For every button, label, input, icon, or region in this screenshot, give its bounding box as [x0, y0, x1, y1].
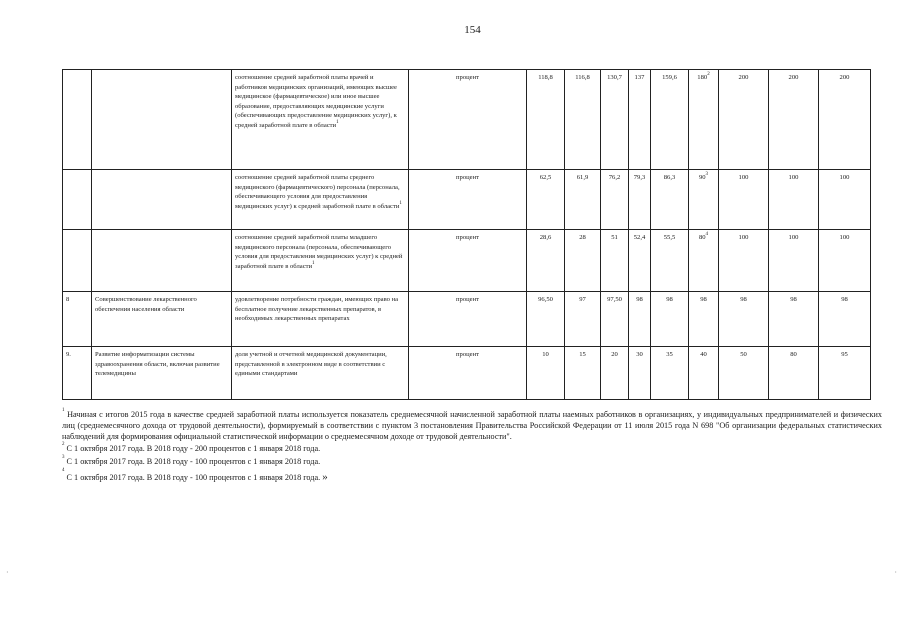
table-row — [63, 70, 871, 170]
value-cell — [819, 347, 871, 400]
value-cell — [819, 170, 871, 230]
value-cell — [769, 230, 819, 292]
value-text: 90 — [698, 174, 706, 181]
value-text: 98 — [700, 296, 707, 303]
indicator-text: удовлетворение потребности граждан, имеющих право на бесплатное получение лекарственных препаратов, в необходимых лекарственных препаратах — [235, 296, 399, 323]
closing-quote-mark: » — [322, 471, 328, 484]
value-cell — [527, 170, 565, 230]
value-cell — [769, 347, 819, 400]
table-row — [63, 230, 871, 292]
value-cell — [629, 70, 651, 170]
value-text: 130,7 — [607, 74, 622, 81]
value-text: 100 — [738, 234, 749, 241]
task-cell — [92, 230, 232, 292]
value-cell — [689, 170, 719, 230]
unit-cell: процент — [409, 70, 527, 170]
value-cell — [629, 347, 651, 400]
value-cell — [819, 292, 871, 347]
value-text: 55,5 — [663, 234, 676, 241]
value-cell — [565, 70, 601, 170]
value-text: 118,8 — [538, 74, 553, 81]
value-text: 80 — [698, 234, 706, 241]
value-cell — [689, 230, 719, 292]
footnote — [62, 410, 882, 442]
value-text: 98 — [790, 296, 797, 303]
value-cell — [651, 70, 689, 170]
value-text: 200 — [788, 74, 799, 81]
value-cell — [651, 170, 689, 230]
value-text: 98 — [636, 296, 643, 303]
value-text: 100 — [788, 234, 799, 241]
value-text: 100 — [738, 174, 749, 181]
value-cell — [565, 170, 601, 230]
value-cell — [629, 230, 651, 292]
value-text: 137 — [634, 74, 645, 81]
value-text: 30 — [636, 351, 643, 358]
value-cell — [565, 230, 601, 292]
footnote-ref: 4 — [705, 232, 709, 237]
value-text: 100 — [839, 174, 850, 181]
unit-cell: процент — [409, 230, 527, 292]
value-text: 180 — [697, 74, 708, 81]
task-cell — [92, 170, 232, 230]
indicator-cell — [232, 230, 409, 292]
table-row — [63, 347, 871, 400]
value-cell — [565, 292, 601, 347]
indicator-cell — [232, 292, 409, 347]
value-cell — [819, 70, 871, 170]
value-cell — [719, 292, 769, 347]
value-text: 97 — [579, 296, 586, 303]
row-number — [63, 70, 92, 170]
value-text: 98 — [841, 296, 848, 303]
value-text: 35 — [666, 351, 673, 358]
indicator-text: соотношение средней заработной платы врачей и работников медицинских организаций, имеющих высшее медицинское (фармацевтическое) или иное высшее образование, предоставляющих медицинские услуги (обеспечивающих предоставление медицинских услуг), к средней заработной плате в области — [235, 74, 397, 129]
value-text: 98 — [666, 296, 673, 303]
footnote-mark: 4 — [62, 468, 65, 474]
value-cell — [689, 347, 719, 400]
value-cell — [769, 170, 819, 230]
value-cell — [689, 70, 719, 170]
value-text: 98 — [740, 296, 747, 303]
footnote-ref: 2 — [707, 72, 710, 77]
value-text: 79,3 — [633, 174, 646, 181]
value-cell — [651, 347, 689, 400]
value-text: 62,5 — [539, 174, 552, 181]
value-text: 116,8 — [575, 74, 590, 81]
value-cell — [629, 170, 651, 230]
indicators-table — [62, 69, 871, 400]
value-text: 80 — [790, 351, 797, 358]
value-text: 28 — [579, 234, 586, 241]
footnote — [62, 470, 882, 485]
footnote-ref: 1 — [399, 200, 402, 206]
value-text: 50 — [740, 351, 747, 358]
task-cell: Совершенствование лекарственного обеспечения населения области — [92, 292, 232, 347]
table-row — [63, 170, 871, 230]
value-text: 10 — [542, 351, 549, 358]
value-text: 97,50 — [607, 296, 622, 303]
value-cell — [629, 292, 651, 347]
unit-cell: процент — [409, 292, 527, 347]
footnote — [62, 457, 882, 468]
value-text: 61,9 — [576, 174, 589, 181]
value-cell — [527, 70, 565, 170]
footnote-text: Начиная с итогов 2015 года в качестве средней заработной платы используется показатель среднемесячной начисленной заработной платы наемных работников в организациях, у индивидуальных предпринимателей и физических лиц (среднемесячного дохода от трудовой деятельности), формируемый в соответствии с пунктом 3 постановления Правительства Российской Федерации от 11 июля 2015 года N 698 "Об организации федеральных статистических наблюдений для формирования официальной статистической информации о среднемесячном доходе от трудовой деятельности". — [62, 410, 883, 441]
footnotes — [62, 410, 882, 487]
indicator-text: доля учетной и отчетной медицинской документации, представленной в электронном виде в соответствии с едиными стандартами — [235, 351, 387, 378]
task-cell — [92, 70, 232, 170]
footnote-text: С 1 октября 2017 года. В 2018 году - 200 процентов с 1 января 2018 года. — [66, 444, 321, 454]
indicator-cell — [232, 170, 409, 230]
value-cell — [651, 292, 689, 347]
value-cell — [601, 70, 629, 170]
scan-edge-mark: · — [6, 568, 9, 577]
page-number: 154 — [464, 24, 481, 36]
value-text: 159,6 — [662, 74, 677, 81]
value-cell — [527, 292, 565, 347]
value-cell — [601, 230, 629, 292]
footnote-mark: 2 — [62, 442, 65, 448]
indicator-text: соотношение средней заработной платы среднего медицинского (фармацевтического) персонала (персонала, обеспечивающего условия для предоставления медицинских услуг) к средней заработной плате в области — [235, 174, 400, 210]
indicator-cell — [232, 347, 409, 400]
value-text: 86,3 — [663, 174, 676, 181]
value-text: 52,4 — [633, 234, 646, 241]
value-cell — [719, 170, 769, 230]
indicator-text: соотношение средней заработной платы младшего медицинского персонала (персонала, обеспечивающего условия для предоставления медицинских услуг) к средней заработной плате в области — [235, 234, 403, 270]
value-cell — [601, 170, 629, 230]
indicator-cell — [232, 70, 409, 170]
value-text: 200 — [839, 74, 850, 81]
value-text: 200 — [738, 74, 749, 81]
value-cell — [719, 230, 769, 292]
row-number — [63, 170, 92, 230]
footnote — [62, 444, 882, 455]
unit-cell: процент — [409, 170, 527, 230]
value-text: 76,2 — [608, 174, 621, 181]
value-cell — [719, 70, 769, 170]
footnote-mark: 1 — [62, 408, 65, 413]
row-number: 9. — [63, 347, 92, 400]
task-cell: Развитие информатизации системы здравоохранения области, включая развитие телемедицины — [92, 347, 232, 400]
value-text: 96,50 — [538, 296, 553, 303]
value-cell — [689, 292, 719, 347]
footnote-ref: 1 — [312, 260, 315, 266]
unit-cell: процент — [409, 347, 527, 400]
scan-edge-mark: · — [894, 568, 897, 577]
value-text: 15 — [579, 351, 586, 358]
value-cell — [565, 347, 601, 400]
value-text: 40 — [700, 351, 707, 358]
value-cell — [527, 230, 565, 292]
footnote-text: С 1 октября 2017 года. В 2018 году - 100 процентов с 1 января 2018 года. — [66, 473, 321, 483]
value-cell — [819, 230, 871, 292]
footnote-text: С 1 октября 2017 года. В 2018 году - 100 процентов с 1 января 2018 года. — [66, 457, 321, 467]
value-cell — [527, 347, 565, 400]
value-cell — [601, 292, 629, 347]
row-number: 8 — [63, 292, 92, 347]
table-row — [63, 292, 871, 347]
value-text: 100 — [839, 234, 850, 241]
footnote-mark: 3 — [62, 455, 65, 461]
value-text: 51 — [611, 234, 618, 241]
footnote-ref: 3 — [705, 172, 709, 177]
value-cell — [769, 292, 819, 347]
value-cell — [769, 70, 819, 170]
value-cell — [601, 347, 629, 400]
value-text: 28,6 — [539, 234, 552, 241]
value-text: 20 — [611, 351, 618, 358]
row-number — [63, 230, 92, 292]
value-text: 100 — [788, 174, 799, 181]
footnote-ref: 1 — [336, 119, 339, 125]
value-cell — [719, 347, 769, 400]
value-text: 95 — [841, 351, 848, 358]
value-cell — [651, 230, 689, 292]
